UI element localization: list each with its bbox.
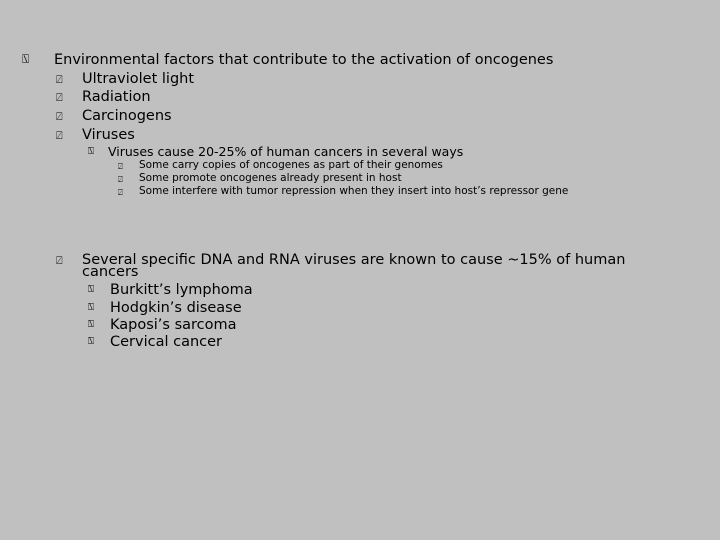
- bullet-viruses: Viruses: [82, 127, 135, 143]
- bullet-promote-oncogenes: Some promote oncogenes already present in host: [139, 172, 402, 184]
- bullet-icon: ⍁: [56, 73, 63, 86]
- bullet-carcinogens: Carcinogens: [82, 108, 172, 124]
- bullet-environmental-factors: Environmental factors that contribute to the activation of oncogenes: [54, 52, 554, 68]
- bullet-icon: ⍁: [56, 254, 63, 267]
- bullet-icon: ⍂: [88, 284, 94, 295]
- bullet-ultraviolet-light: Ultraviolet light: [82, 71, 195, 87]
- bullet-several-viruses: Several specific DNA and RNA viruses are known to cause ~15% of human: [82, 252, 626, 268]
- bullet-icon: ⍂: [88, 336, 94, 347]
- bullet-icon: ⍁: [56, 129, 63, 142]
- bullet-viruses-cause: Viruses cause 20-25% of human cancers in several ways: [108, 144, 464, 159]
- bullet-icon: ⍂: [88, 146, 94, 157]
- bullet-icon: ⍁: [118, 188, 123, 197]
- bullet-hodgkins-disease: Hodgkin’s disease: [110, 300, 242, 316]
- bullet-icon: ⍂: [22, 52, 30, 66]
- bullet-burkitts-lymphoma: Burkitt’s lymphoma: [110, 282, 253, 298]
- bullet-interfere-repression: Some interfere with tumor repression when they insert into host’s repressor gene: [139, 185, 569, 197]
- bullet-radiation: Radiation: [82, 89, 151, 105]
- bullet-kaposis-sarcoma: Kaposi’s sarcoma: [110, 317, 237, 333]
- bullet-carry-copies: Some carry copies of oncogenes as part of their genomes: [139, 159, 443, 171]
- bullet-cervical-cancer: Cervical cancer: [110, 334, 223, 350]
- bullet-several-viruses-cont: cancers: [82, 264, 139, 280]
- bullet-icon: ⍁: [56, 110, 63, 123]
- bullet-icon: ⍁: [118, 175, 123, 184]
- bullet-icon: ⍂: [88, 302, 94, 313]
- bullet-icon: ⍂: [88, 319, 94, 330]
- bullet-icon: ⍁: [56, 91, 63, 104]
- bullet-icon: ⍁: [118, 162, 123, 171]
